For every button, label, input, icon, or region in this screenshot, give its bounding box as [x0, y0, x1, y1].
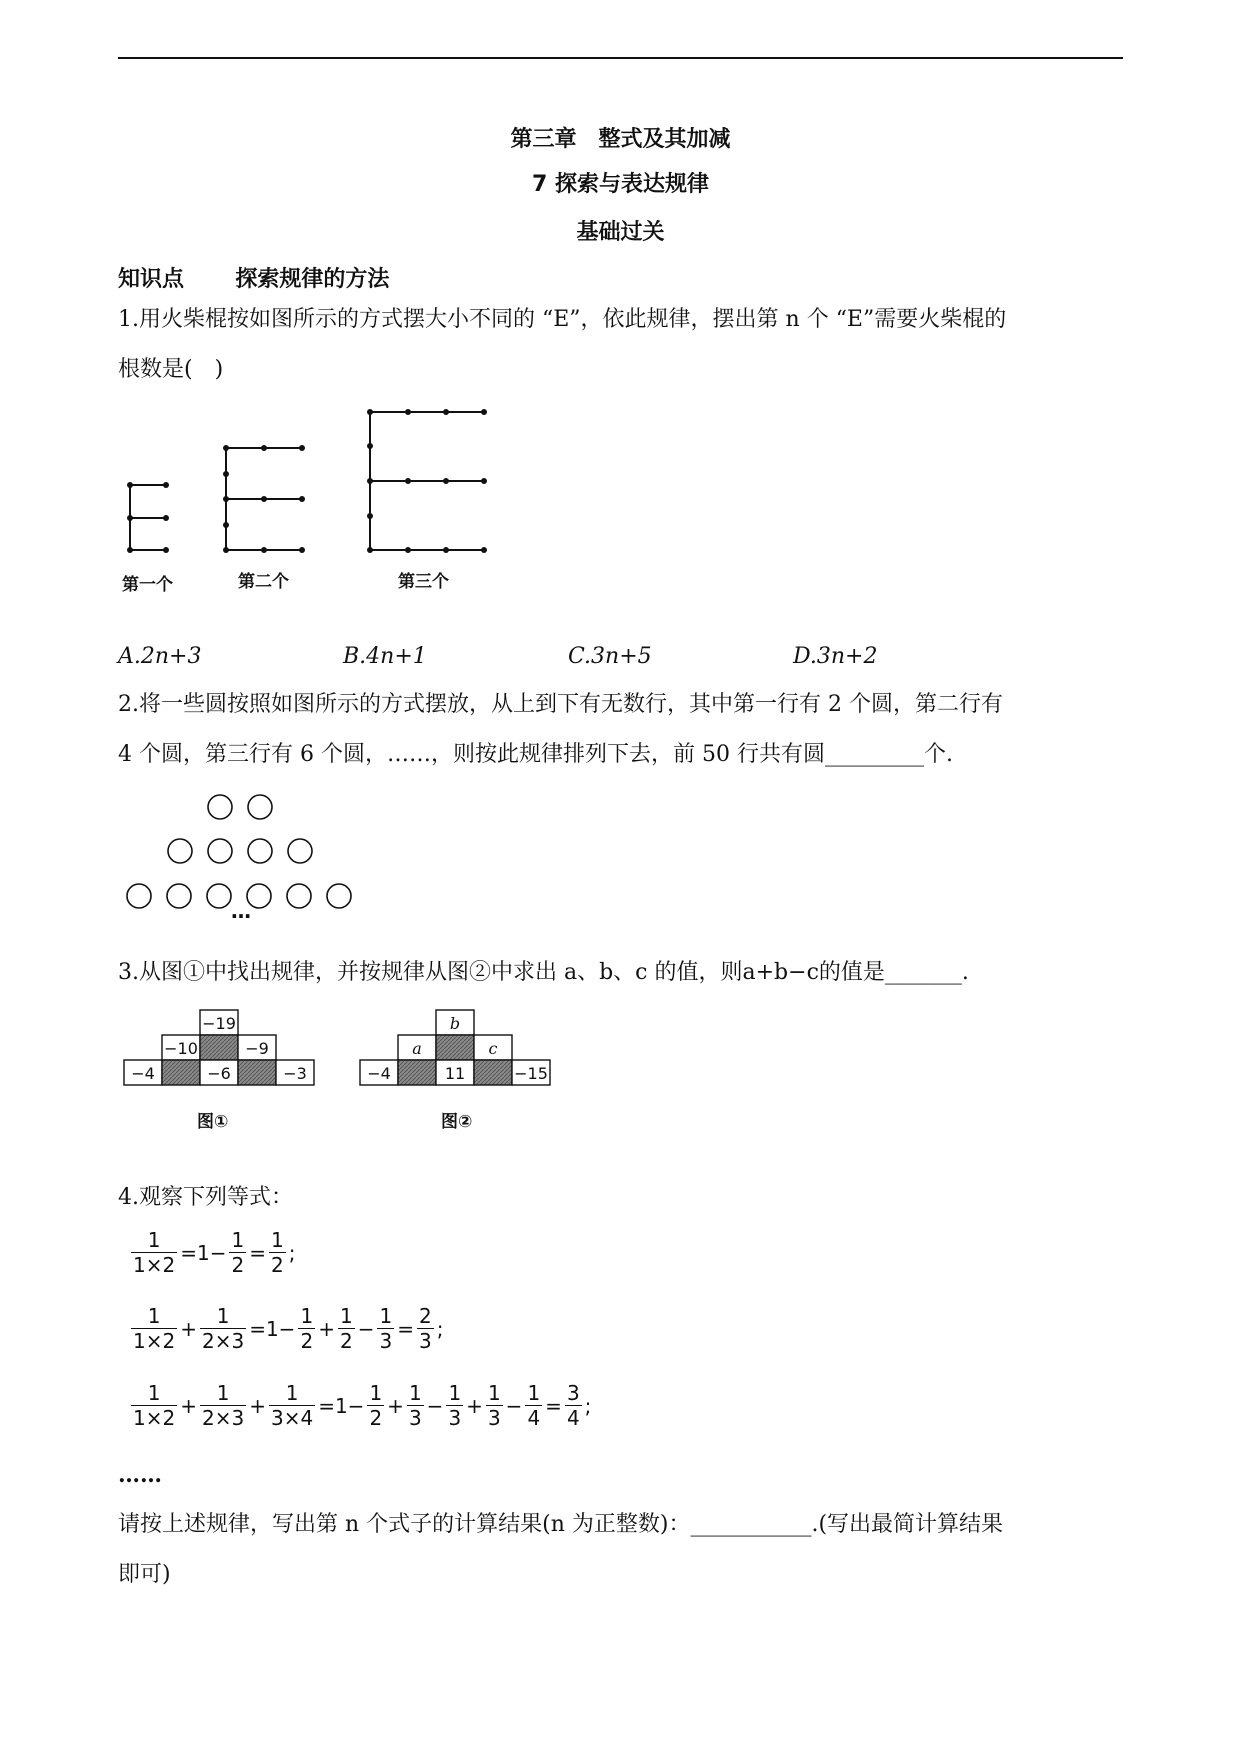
fig2-bot-left: −4 — [367, 1064, 391, 1083]
fig1-bot-mid: −6 — [207, 1064, 231, 1083]
q1-option-a[interactable]: A.2n+3 — [118, 644, 202, 669]
q1-caption-2: 第二个 — [238, 572, 289, 592]
fig2-caption: 图② — [441, 1112, 473, 1132]
fig1-mid-right: −9 — [245, 1039, 269, 1058]
q1-caption-1: 第一个 — [122, 575, 173, 595]
fig1-bot-left: −4 — [131, 1064, 155, 1083]
q1-option-c[interactable]: C.3n+5 — [568, 644, 652, 669]
section-heading — [118, 262, 389, 293]
q4-intro: 4.观察下列等式： — [118, 1185, 293, 1210]
q4-equation-3: $\frac{1}{1\times 2}$ + $\frac{1}{2\times 3}$ + $\frac{1}{3\times 4}$ =1− $\frac{1}{2}$ + $\frac{1}{3}$ − $\frac{1}{3}$ + $\frac{1}{3}$ − $\frac{1}{4}$ = $\frac{3}{4}$ ; — [133, 1381, 592, 1430]
section-label: 知识点 — [118, 267, 185, 292]
q4-ellipsis: …… — [118, 1462, 162, 1488]
lesson-title: 7 探索与表达规律 — [532, 172, 709, 197]
q4-equation-2: $\frac{1}{1\times 2}$ + $\frac{1}{2\times 3}$ =1− $\frac{1}{2}$ + $\frac{1}{2}$ − $\frac{1}{3}$ = $\frac{2}{3}$ ; — [133, 1304, 444, 1353]
q2-circles-figure — [115, 785, 375, 920]
fig2-top: b — [449, 1014, 461, 1033]
q1-option-b[interactable]: B.4n+1 — [343, 644, 427, 669]
fig2-mid-left: a — [412, 1039, 422, 1058]
q2-line1: 2.将一些圆按照如图所示的方式摆放，从上到下有无数行，其中第一行有 2 个圆，第二行有 — [118, 692, 1003, 717]
q1-option-d[interactable]: D.3n+2 — [793, 644, 878, 669]
level-title: 基础过关 — [576, 220, 665, 245]
q4-ask-line2: 即可) — [118, 1562, 171, 1587]
fig1-caption: 图① — [197, 1112, 229, 1132]
fig2-mid-right: c — [488, 1039, 498, 1058]
q1-caption-3: 第三个 — [398, 572, 449, 592]
q2-dots: … — [231, 899, 251, 920]
q3-figure-2 — [356, 1005, 576, 1145]
q1-figure — [110, 400, 510, 600]
fig2-bot-right: −15 — [514, 1064, 548, 1083]
section-name: 探索规律的方法 — [235, 267, 390, 292]
q4-ask-line1: 请按上述规律，写出第 n 个式子的计算结果(n 为正整数)：___________.(写出最简计算结果 — [118, 1512, 1004, 1537]
fig2-bot-mid: 11 — [444, 1064, 466, 1083]
fig1-bot-right: −3 — [283, 1064, 307, 1083]
q3-figure-1 — [120, 1005, 340, 1145]
q1-line1: 1.用火柴棍按如图所示的方式摆大小不同的 “E”，依此规律，摆出第 n 个 “E”需要火柴棍的 — [118, 307, 1007, 332]
q2-line2: 4 个圆，第三行有 6 个圆，……，则按此规律排列下去，前 50 行共有圆_________个. — [118, 742, 953, 767]
q1-line2: 根数是( ) — [118, 357, 224, 382]
header-rule — [118, 57, 1123, 59]
q3-line: 3.从图①中找出规律，并按规律从图②中求出 a、b、c 的值，则a+b−c的值是_______. — [118, 960, 969, 985]
fig1-top: −19 — [202, 1014, 236, 1033]
fig1-mid-left: −10 — [164, 1039, 198, 1058]
q4-equation-1: $\frac{1}{1\times 2}$ =1− $\frac{1}{2}$ = $\frac{1}{2}$ ; — [133, 1228, 296, 1277]
chapter-title: 第三章 整式及其加减 — [510, 127, 731, 152]
